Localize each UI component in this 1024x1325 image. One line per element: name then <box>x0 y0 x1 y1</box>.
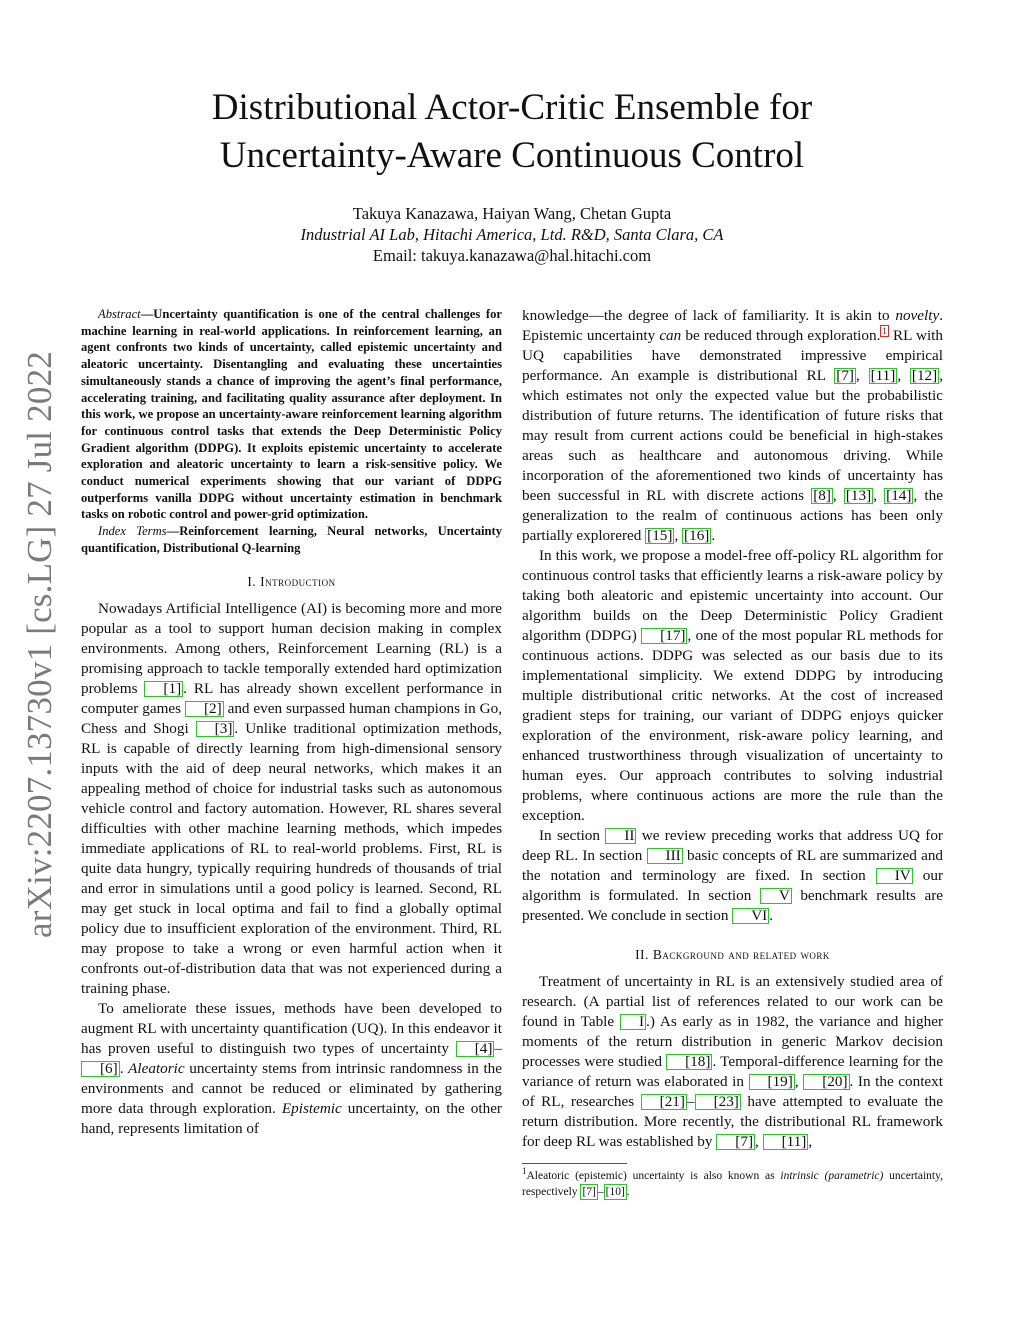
citation-link[interactable]: [7] <box>582 1186 596 1198</box>
citation-link[interactable]: [14] <box>886 487 912 504</box>
right-paragraph-2: In this work, we propose a model-free off-policy RL algorithm for continuous control tasks that efficiently learns a risk-aware policy by taking both aleatoric and epistemic uncertainty into account. Our algorithm builds on the Deep Deterministic Policy Gradient algorithm (DDPG) [17] , one of the most popular RL methods for continuous actions. DDPG was selected as our basis due to its implementational simplicity. We extend DDPG by introducing multiple distributional critic networks. At the cost of increased gradient steps for training, our variant of DDPG enjoys quicker exploration of the environment, risk-aware policy learning, and enhanced trustworthiness through visualization of uncertainty to human eyes. Our approach contributes to solving industrial problems, where continuous actions are more the rule than the exception. <box>522 547 943 824</box>
abstract-text: —Uncertainty quantification is one of the central challenges for machine learning in real-world applications. In reinforcement learning, an agent confronts two kinds of uncertainty, called epistemic uncertainty and aleatoric uncertainty. Disentangling and evaluating these uncertainties simultaneously stands a chance of improving the agent’s final performance, accelerating training, and facilitating quality assurance after deployment. In this work, we propose an uncertainty-aware reinforcement learning algorithm for continuous control tasks that extends the Deep Deterministic Policy Gradient algorithm (DDPG). It exploits epistemic uncertainty to accelerate exploration and aleatoric uncertainty to learn a risk-sensitive policy. We conduct numerical experiments showing that our variant of DDPG outperforms vanilla DDPG without uncertainty estimation in benchmark tasks on robotic control and power-grid optimization. <box>81 307 502 522</box>
section-link[interactable]: IV <box>876 868 913 884</box>
paper-title <box>0 84 1024 180</box>
citation-link[interactable]: [2] <box>185 701 224 717</box>
section-heading-background: II. Background and related work <box>635 947 830 962</box>
citation-link[interactable]: [8] <box>813 487 831 504</box>
citation-link[interactable]: [10] <box>605 1186 625 1198</box>
citation-link[interactable]: [7] <box>836 367 854 384</box>
citation-link[interactable]: [17] <box>641 628 687 644</box>
citation-link[interactable]: [11] <box>763 1134 809 1150</box>
citation-link[interactable]: [3] <box>196 721 235 737</box>
citation-link[interactable]: [11] <box>870 367 896 384</box>
right-paragraph-3: In section II we review preceding works that address UQ for deep RL. In section III basic concepts of RL are summarized and the notation and terminology are fixed. In section IV our algorithm is formulated. In section V benchmark results are presented. We conclude in section VI . <box>522 827 944 924</box>
citation-link[interactable]: [21] <box>641 1094 687 1110</box>
index-terms-text: —Reinforcement learning, Neural networks, Uncertainty quantification, Distributional Q-learning <box>81 524 502 555</box>
section-link[interactable]: V <box>760 888 792 904</box>
citation-link[interactable]: [12] <box>911 367 938 384</box>
citation-link[interactable]: [20] <box>803 1074 849 1090</box>
abstract <box>81 306 502 523</box>
left-column <box>81 306 502 1139</box>
section-heading-introduction: I. Introduction <box>247 573 336 589</box>
author-affiliation: Industrial AI Lab, Hitachi America, Ltd. R&D, Santa Clara, CA <box>300 225 724 244</box>
section-link[interactable]: III <box>647 848 683 864</box>
footnote-number: 1 <box>522 1166 527 1177</box>
author-email: Email: takuya.kanazawa@hal.hitachi.com <box>372 246 652 265</box>
index-terms-label: Index Terms <box>98 524 167 539</box>
section-link[interactable]: VI <box>732 908 769 924</box>
right-paragraph-4: Treatment of uncertainty in RL is an extensively studied area of research. (A partial list of references related to our work can be found in Table I .) As early as in 1982, the variance and higher moments of the return distribution in generic Markov decision processes were studied [18] . Temporal-difference learning for the variance of return was elaborated in [19] , [20] . In the context of RL, researches [21] – [23] have attempted to evaluate the return distribution. More recently, the distributional RL framework for deep RL was established by [7] , [11] , <box>522 973 944 1150</box>
author-names: Takuya Kanazawa, Haiyan Wang, Chetan Gupta <box>352 204 672 223</box>
intro-paragraph-1: Nowadays Artificial Intelligence (AI) is becoming more and more popular as a tool to support human decision making in complex environments. Among others, Reinforcement Learning (RL) is a promising approach to tackle temporally extended hard optimization problems [1] . RL has already shown excellent performance in computer games [2] and even surpassed human champions in Go, Chess and Shogi [3] . Unlike traditional optimization methods, RL is capable of directly learning from high-dimensional sensory inputs with the aid of deep neural networks, which makes it an appealing method of choice for industrial tasks such as autonomous vehicle control and factory automation. However, RL shares several difficulties with other machine learning methods, which impedes immediate applications of RL to real-world problems. First, RL is quite data hungry, typically requiring hundreds of thousands of trial and error in simulations until a good policy is learned. Second, RL may get stuck in local optima and fail to find a globally optimal policy due to insufficient exploration of the environment. Third, RL may propose to take a wrong or even harmful action when it confronts out-of-distribution data that was not experienced during a training phase. <box>81 599 502 997</box>
citation-link[interactable]: [23] <box>695 1094 741 1110</box>
author-block <box>0 203 1024 266</box>
title-line-2: Uncertainty-Aware Continuous Control <box>219 135 805 176</box>
table-link[interactable]: I <box>620 1014 646 1030</box>
citation-link[interactable]: [6] <box>81 1061 120 1077</box>
arxiv-identifier: arXiv:2207.13730v1 [cs.LG] 27 Jul 2022 <box>20 351 59 938</box>
citation-link[interactable]: [13] <box>845 487 872 504</box>
citation-link[interactable]: [1] <box>144 681 183 697</box>
right-paragraph-1: knowledge—the degree of lack of familiarity. It is akin to novelty. Epistemic uncertainty can be reduced through exploration. $^1$ RL with UQ capabilities have demonstrated impressive empirical performance. An example is distributional RL [7] , [11] , [12] , which estimates not only the expected value but the probabilistic distribution of future returns. The identification of future risks that may result from current actions could be beneficial in high-stakes areas such as healthcare and autonomous driving. While incorporation of the aforementioned two kinds of uncertainty has been successful in RL with discrete actions [8] , [13] , [14] , the generalization to the realm of continuous actions has been only partially explorered [15] , [16] . <box>522 307 944 544</box>
abstract-label: Abstract <box>98 307 141 321</box>
footnote: $^1$Aleatoric (epistemic) uncertainty is also known as intrinsic (parametric) uncertainty, respectively [7] – [10] . <box>522 1166 943 1198</box>
footnote-rule <box>522 1163 627 1164</box>
citation-link[interactable]: [15] <box>647 527 673 544</box>
footnote-marker-link[interactable]: 1 <box>882 325 887 336</box>
citation-link[interactable]: [7] <box>716 1134 755 1150</box>
citation-link[interactable]: [4] <box>456 1041 495 1057</box>
section-link[interactable]: II <box>605 828 636 844</box>
right-column <box>522 306 943 1152</box>
citation-link[interactable]: [16] <box>684 527 710 544</box>
index-terms <box>81 523 502 556</box>
citation-link[interactable]: [19] <box>749 1074 795 1090</box>
title-line-1: Distributional Actor-Critic Ensemble for <box>211 87 813 128</box>
citation-link[interactable]: [18] <box>666 1054 712 1070</box>
intro-paragraph-2: To ameliorate these issues, methods have been developed to augment RL with uncertainty quantification (UQ). In this endeavor it has proven useful to distinguish two types of uncertainty [4] –[6] . Aleatoric uncertainty stems from intrinsic randomness in the environments and cannot be reduced or eliminated by gathering more data through exploration. Epistemic uncertainty, on the other hand, represents limitation of <box>81 999 503 1137</box>
